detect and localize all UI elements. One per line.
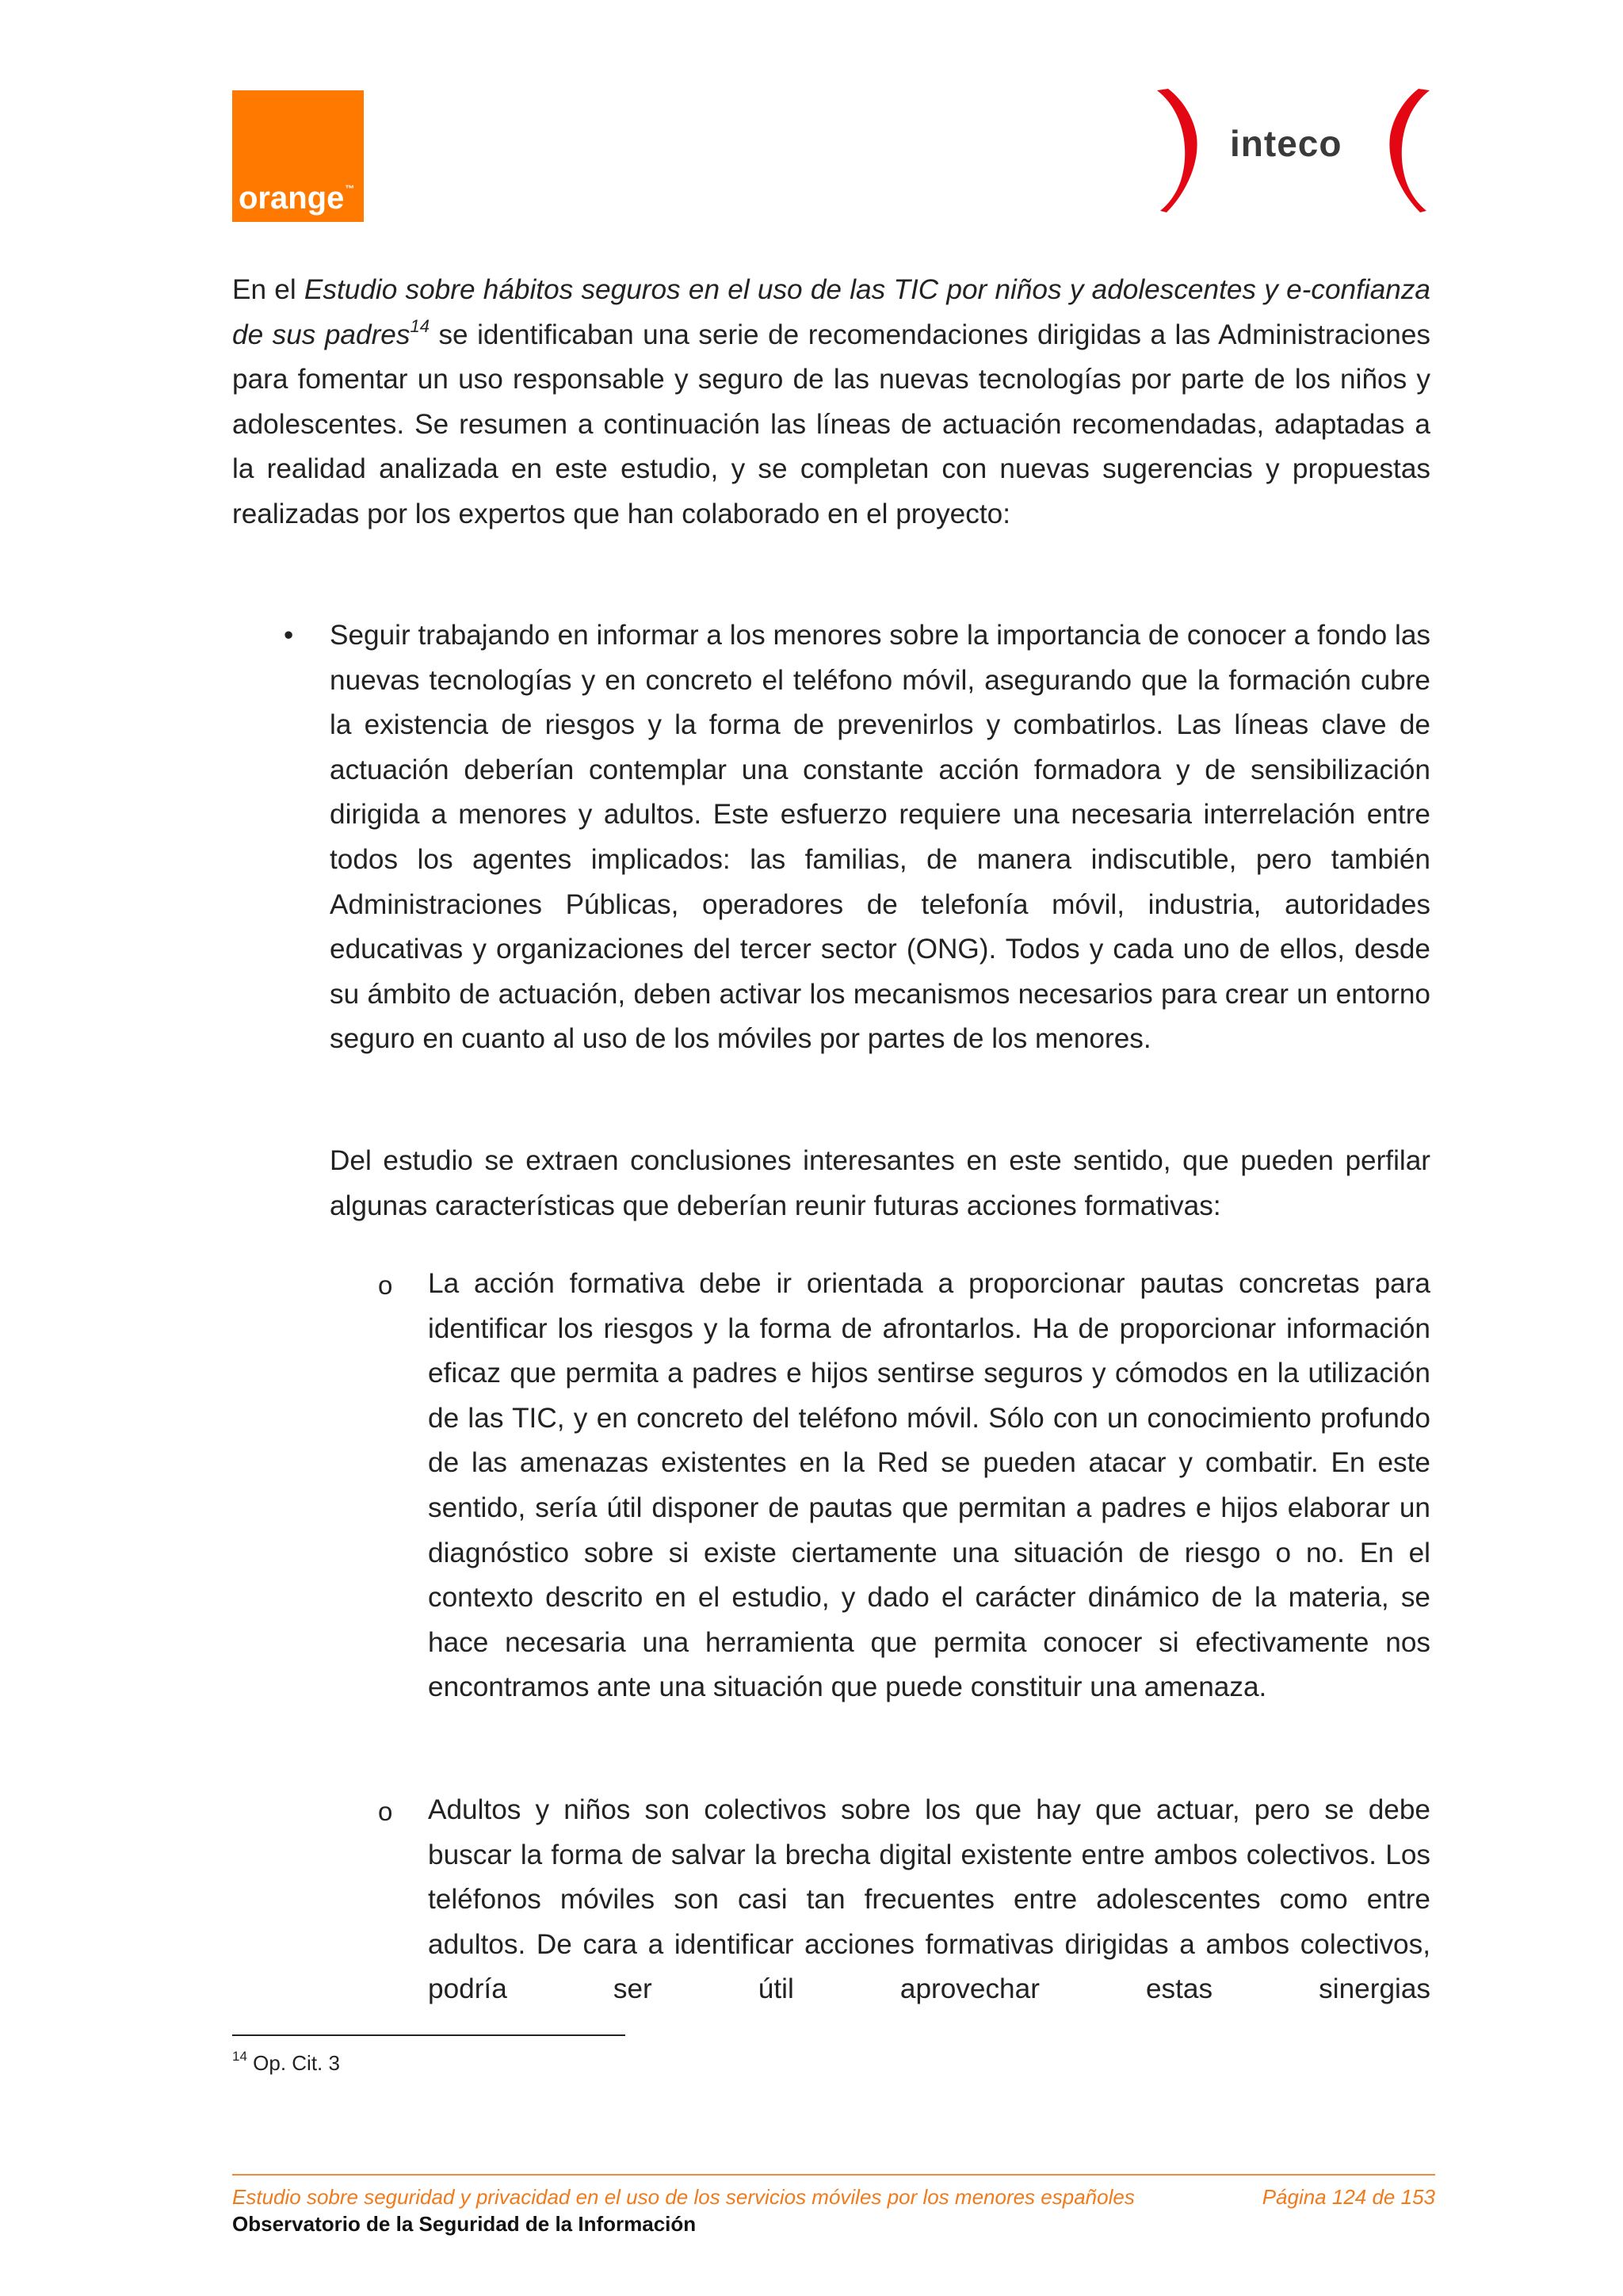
footer-organization: Observatorio de la Seguridad de la Información xyxy=(232,2212,697,2236)
footnote-number: 14 xyxy=(232,2049,247,2065)
sub-bullet-marker: o xyxy=(378,1797,393,1826)
sub-item-paragraph: La acción formativa debe ir orientada a proporcionar pautas concretas para identificar los riesgos y la forma de afrontarlos. Ha de proporcionar información eficaz que permita a padres e hijos sentirse seguros y cómodos en la utilización de las TIC, y en concreto del teléfono móvil. Sólo con un conocimiento profundo de las amenazas existentes en la Red se pueden atacar y combatir. En este sentido, sería útil disponer de pautas que permitan a padres e hijos elaborar un diagnóstico sobre si existe ciertamente una situación de riesgo o no. En el contexto descrito en el estudio, y dado el carácter dinámico de la materia, se hace necesaria una herramienta que permita conocer si efectivamente nos encontramos ante una situación que puede constituir una amenaza. xyxy=(428,1268,1430,1703)
sub-item-paragraph: Adultos y niños son colectivos sobre los que hay que actuar, pero se debe buscar la forma de salvar la brecha digital existente entre ambos colectivos. Los teléfonos móviles son casi tan frecuentes entre adolescentes como entre adultos. De cara a identificar acciones formativas dirigidas a ambos colectivos, podría ser útil aprovechar estas sinergias xyxy=(428,1794,1430,2005)
bullet-paragraph: Seguir trabajando en informar a los menores sobre la importancia de conocer a fondo las nuevas tecnologías y en concreto el teléfono móvil, asegurando que la formación cubre la existencia de riesgos y la forma de prevenirlos y combatirlos. Las líneas clave de actuación deberían contemplar una constante acción formadora y de sensibilización dirigida a menores y adultos. Este esfuerzo requiere una necesaria interrelación entre todos los agentes implicados: las familias, de manera indiscutible, pero también Administraciones Públicas, operadores de telefonía móvil, industria, autoridades educativas y organizaciones del tercer sector (ONG). Todos y cada uno de ellos, desde su ámbito de actuación, deben activar los mecanismos necesarios para crear un entorno seguro en cuanto al uso de los móviles por partes de los menores. xyxy=(330,620,1430,1055)
sub-bullet-marker: o xyxy=(378,1270,393,1300)
footer-study-title: Estudio sobre seguridad y privacidad en el uso de los servicios móviles por los menores españoles xyxy=(232,2185,1135,2209)
footnote-separator xyxy=(232,2034,625,2036)
study-title: Estudio sobre hábitos seguros en el uso de las TIC por niños y adolescentes y e-confianza de sus padres xyxy=(232,274,1430,350)
footnote xyxy=(232,2049,340,2077)
follow-paragraph: Del estudio se extraen conclusiones interesantes en este sentido, que pueden perfilar algunas características que deberían reunir futuras acciones formativas: xyxy=(330,1145,1430,1221)
orange-logo-text: orange™ xyxy=(239,181,355,216)
footer-page-number: Página 124 de 153 xyxy=(1262,2185,1435,2209)
intro-paragraph: En el Estudio sobre hábitos seguros en el uso de las TIC por niños y adolescentes y e-confianza de sus padres$^{14}$ se identificaban una serie de recomendaciones dirigidas a las Administraciones para fomentar un uso responsable y seguro de las nuevas tecnologías por parte de los niños y adolescentes. Se resumen a continuación las líneas de actuación recomendadas, adaptadas a la realidad analizada en este estudio, y se completan con nuevas sugerencias y propuestas realizadas por los expertos que han colaborado en el proyecto: xyxy=(232,274,1430,529)
footnote-reference: 14 xyxy=(410,315,430,336)
inteco-logo xyxy=(1151,87,1436,214)
footer-separator xyxy=(232,2174,1435,2176)
orange-logo xyxy=(232,90,364,222)
inteco-logo-text: inteco xyxy=(1230,123,1342,164)
bullet-marker: • xyxy=(284,620,294,651)
footnote-text: Op. Cit. 3 xyxy=(246,2051,340,2075)
